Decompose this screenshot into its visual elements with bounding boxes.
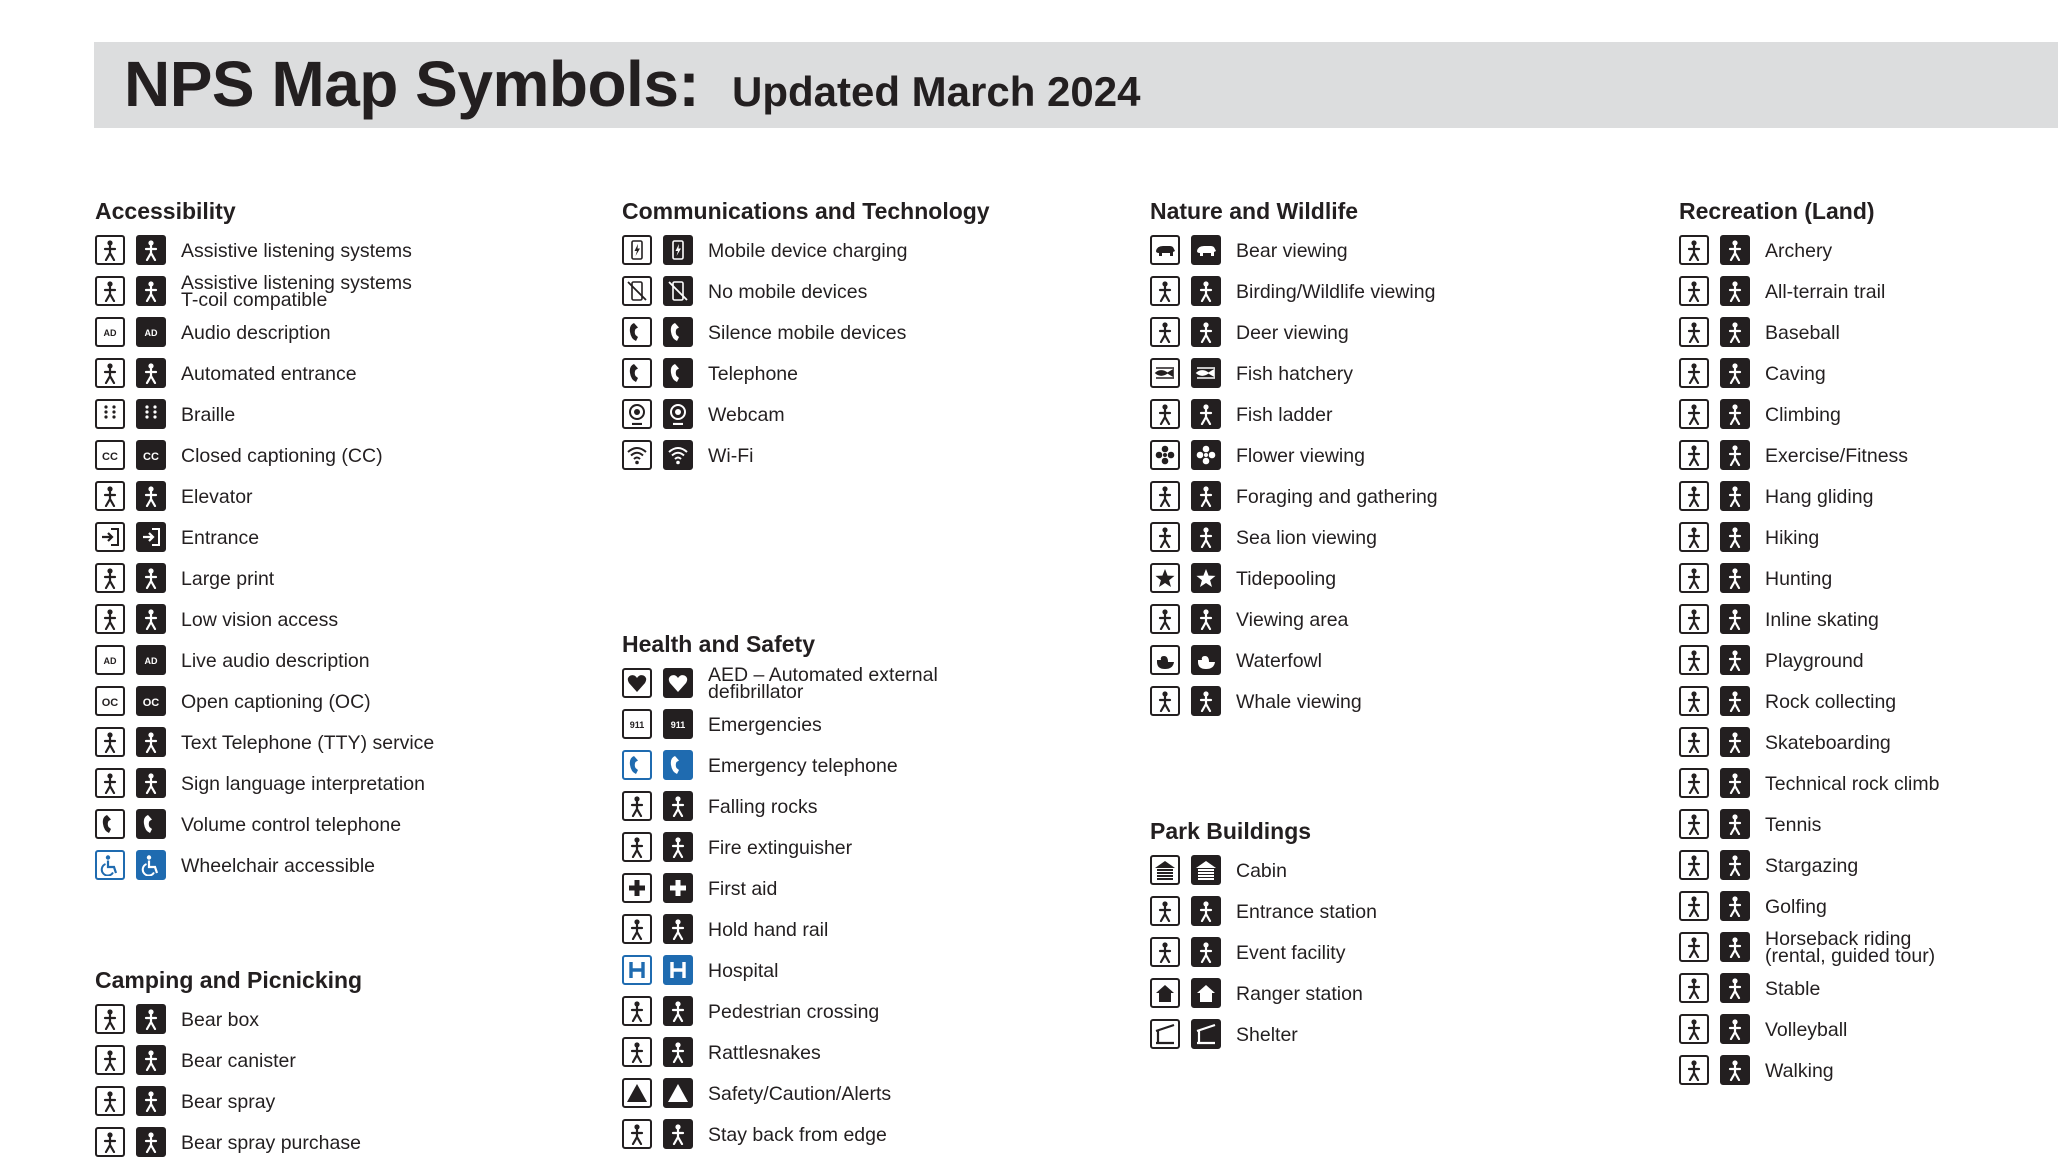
symbol-label: Webcam: [708, 404, 785, 426]
person-icon: [1679, 1014, 1709, 1044]
no-phone-icon: [622, 276, 652, 306]
symbol-label: Fire extinguisher: [708, 837, 853, 859]
station-icon: [1150, 896, 1180, 926]
door-icon: [95, 358, 125, 388]
elevator-icon: [95, 481, 125, 511]
symbol-label: Skateboarding: [1765, 732, 1891, 754]
symbol-label: Stay back from edge: [708, 1124, 887, 1146]
fish-icon: [1150, 358, 1180, 388]
symbol-label: Hold hand rail: [708, 919, 829, 941]
symbol-label: Rock collecting: [1765, 691, 1897, 713]
spray-icon: [95, 1127, 125, 1157]
person-icon: [663, 1119, 693, 1149]
sealion-icon: [1150, 522, 1180, 552]
svg-text:OC: OC: [101, 697, 119, 709]
symbol-label: Fish hatchery: [1236, 363, 1354, 385]
section-title: Nature and Wildlife: [1150, 198, 1359, 224]
large-print-icon: [95, 563, 125, 593]
page-title: NPS Map Symbols:: [124, 48, 700, 120]
page-subtitle: Updated March 2024: [732, 68, 1141, 115]
symbol-label: Pedestrian crossing: [708, 1001, 880, 1023]
person-icon: [1720, 727, 1750, 757]
person-icon: [1679, 768, 1709, 798]
911-icon: [622, 709, 652, 739]
hiker-icon: [1720, 522, 1750, 552]
bear-icon: [1150, 235, 1180, 265]
symbol-label: Ranger station: [1236, 983, 1363, 1005]
symbol-label: Viewing area: [1236, 609, 1349, 631]
duck-icon: [1191, 645, 1221, 675]
symbol-label: Tidepooling: [1236, 568, 1337, 590]
star-icon: [1150, 563, 1180, 593]
cc-icon: [95, 440, 125, 470]
phone-icon: [622, 358, 652, 388]
warning-icon: [663, 1078, 693, 1108]
ear-icon: [95, 235, 125, 265]
symbol-label: Exercise/Fitness: [1765, 445, 1909, 467]
cross-icon: [663, 873, 693, 903]
symbol-label: Foraging and gathering: [1236, 486, 1438, 508]
symbol-label: Open captioning (OC): [181, 691, 371, 713]
ad-icon: [136, 317, 166, 347]
entrance-icon: [136, 522, 166, 552]
symbol-label: Waterfowl: [1236, 650, 1322, 672]
station-icon: [1191, 896, 1221, 926]
symbol-label: Falling rocks: [708, 796, 818, 818]
svg-text:AD: AD: [144, 656, 158, 666]
mic-icon: [1150, 937, 1180, 967]
symbol-label: Cabin: [1236, 860, 1287, 882]
person-icon: [1679, 358, 1709, 388]
symbol-label: Sea lion viewing: [1236, 527, 1377, 549]
heart-icon: [622, 668, 652, 698]
walker-icon: [663, 996, 693, 1026]
camera-icon: [622, 399, 652, 429]
phone-icon: [663, 317, 693, 347]
person-icon: [1679, 604, 1709, 634]
symbol-label: Hunting: [1765, 568, 1833, 590]
walker-icon: [622, 996, 652, 1026]
phone-icon: [663, 750, 693, 780]
symbol-label: Bear viewing: [1236, 240, 1348, 262]
person-icon: [1720, 399, 1750, 429]
elevator-icon: [136, 481, 166, 511]
walker-icon: [1679, 1055, 1709, 1085]
symbol-label: Safety/Caution/Alerts: [708, 1083, 892, 1105]
oc-icon: [136, 686, 166, 716]
symbol-label: Telephone: [708, 363, 798, 385]
person-icon: [1679, 809, 1709, 839]
whale-icon: [1191, 686, 1221, 716]
symbol-label: Playground: [1765, 650, 1864, 672]
binoculars-icon: [1150, 276, 1180, 306]
camera-icon: [663, 399, 693, 429]
telescope-icon: [1720, 850, 1750, 880]
person-icon: [1679, 686, 1709, 716]
cane-icon: [136, 604, 166, 634]
atv-icon: [1679, 276, 1709, 306]
section-title: Accessibility: [95, 198, 236, 224]
symbol-label: Inline skating: [1765, 609, 1879, 631]
person-icon: [622, 914, 652, 944]
symbol-label: Low vision access: [181, 609, 339, 631]
symbol-label: [1765, 928, 2058, 967]
box-icon: [136, 1004, 166, 1034]
symbol-label: Flower viewing: [1236, 445, 1365, 467]
ad-icon: [136, 645, 166, 675]
h-icon: [663, 955, 693, 985]
archer-icon: [1720, 235, 1750, 265]
tty-icon: [136, 727, 166, 757]
phone-icon: [136, 809, 166, 839]
symbol-label: Volleyball: [1765, 1019, 1848, 1041]
symbol-label: Emergencies: [708, 714, 822, 736]
section-title: Health and Safety: [622, 631, 815, 657]
ladder-icon: [1191, 399, 1221, 429]
person-icon: [1720, 358, 1750, 388]
ear-t-icon: [136, 276, 166, 306]
ladder-icon: [1150, 399, 1180, 429]
symbol-label: Closed captioning (CC): [181, 445, 383, 467]
symbol-label: Stargazing: [1765, 855, 1859, 877]
symbol-label: Whale viewing: [1236, 691, 1362, 713]
duck-icon: [1150, 645, 1180, 675]
symbol-label: Braille: [181, 404, 236, 426]
sealion-icon: [1191, 522, 1221, 552]
person-icon: [1720, 891, 1750, 921]
ad-icon: [95, 645, 125, 675]
symbol-label: Bear spray purchase: [181, 1132, 361, 1154]
snake-icon: [622, 1037, 652, 1067]
whale-icon: [1150, 686, 1180, 716]
911-icon: [663, 709, 693, 739]
symbol-label-line1: Assistive listening systems: [181, 272, 412, 294]
symbol-label: Bear canister: [181, 1050, 296, 1072]
entrance-icon: [95, 522, 125, 552]
viewing-icon: [1191, 604, 1221, 634]
symbol-label: Text Telephone (TTY) service: [181, 732, 435, 754]
hands-icon: [136, 768, 166, 798]
svg-text:AD: AD: [103, 328, 117, 338]
person-icon: [1720, 768, 1750, 798]
symbol-label: Bear box: [181, 1009, 260, 1031]
svg-text:CC: CC: [143, 451, 159, 463]
symbol-label: Large print: [181, 568, 275, 590]
symbol-label: [708, 664, 1008, 703]
symbol-label: [181, 272, 481, 311]
symbol-label: First aid: [708, 878, 778, 900]
hiker-icon: [1679, 522, 1709, 552]
h-icon: [622, 955, 652, 985]
symbol-label: Caving: [1765, 363, 1826, 385]
person-icon: [1679, 317, 1709, 347]
section-title: Communications and Technology: [622, 198, 990, 224]
person-icon: [622, 1119, 652, 1149]
svg-text:AD: AD: [144, 328, 158, 338]
cabin-icon: [1150, 855, 1180, 885]
symbol-label: No mobile devices: [708, 281, 868, 303]
symbol-label: Elevator: [181, 486, 253, 508]
spray-icon: [136, 1127, 166, 1157]
person-icon: [1720, 1014, 1750, 1044]
symbol-label: Bear spray: [181, 1091, 276, 1113]
horse-icon: [1720, 932, 1750, 962]
large-print-icon: [136, 563, 166, 593]
section-title: Park Buildings: [1150, 818, 1312, 844]
mic-icon: [1191, 937, 1221, 967]
tty-icon: [95, 727, 125, 757]
person-icon: [1720, 645, 1750, 675]
phone-icon: [95, 809, 125, 839]
symbol-label: Hang gliding: [1765, 486, 1874, 508]
dots-icon: [136, 399, 166, 429]
person-icon: [1720, 440, 1750, 470]
rocks-icon: [663, 791, 693, 821]
cross-icon: [622, 873, 652, 903]
symbol-label: Deer viewing: [1236, 322, 1349, 344]
cabin-icon: [1191, 855, 1221, 885]
canister-icon: [136, 1045, 166, 1075]
binoculars-icon: [1191, 276, 1221, 306]
symbol-label: Shelter: [1236, 1024, 1298, 1046]
person-icon: [1679, 399, 1709, 429]
person-icon: [663, 914, 693, 944]
telescope-icon: [1679, 850, 1709, 880]
walker-icon: [1720, 1055, 1750, 1085]
symbol-label: Audio description: [181, 322, 331, 344]
spray-icon: [95, 1086, 125, 1116]
ear-icon: [136, 235, 166, 265]
symbol-label: Volume control telephone: [181, 814, 402, 836]
svg-text:911: 911: [670, 720, 686, 730]
symbol-label: Fish ladder: [1236, 404, 1333, 426]
fish-icon: [1191, 358, 1221, 388]
horse-icon: [1679, 932, 1709, 962]
ear-t-icon: [95, 276, 125, 306]
symbol-label: Climbing: [1765, 404, 1841, 426]
dots-icon: [95, 399, 125, 429]
ad-icon: [95, 317, 125, 347]
horse-icon: [1720, 973, 1750, 1003]
wifi-icon: [622, 440, 652, 470]
hand-icon: [1150, 481, 1180, 511]
horse-icon: [1679, 973, 1709, 1003]
spray-icon: [136, 1086, 166, 1116]
atv-icon: [1720, 276, 1750, 306]
person-icon: [1679, 563, 1709, 593]
symbol-label: Baseball: [1765, 322, 1840, 344]
warning-icon: [622, 1078, 652, 1108]
symbol-label: Emergency telephone: [708, 755, 898, 777]
symbol-label: Entrance: [181, 527, 260, 549]
symbol-label: All-terrain trail: [1765, 281, 1886, 303]
symbol-label: Entrance station: [1236, 901, 1377, 923]
symbol-label: Automated entrance: [181, 363, 357, 385]
symbol-label: Tennis: [1765, 814, 1822, 836]
person-icon: [1679, 727, 1709, 757]
hand-icon: [1191, 481, 1221, 511]
heart-icon: [663, 668, 693, 698]
shelter-icon: [1150, 1019, 1180, 1049]
symbol-label: Hospital: [708, 960, 779, 982]
phone-icon: [622, 750, 652, 780]
glider-icon: [1679, 481, 1709, 511]
extinguisher-icon: [622, 832, 652, 862]
symbol-label-line2: (rental, guided tour): [1765, 945, 1936, 967]
wheelchair-icon: [136, 850, 166, 880]
archer-icon: [1679, 235, 1709, 265]
symbol-label: Live audio description: [181, 650, 370, 672]
flower-icon: [1150, 440, 1180, 470]
oc-icon: [95, 686, 125, 716]
glider-icon: [1720, 481, 1750, 511]
symbol-label: Mobile device charging: [708, 240, 908, 262]
section-title: Camping and Picnicking: [95, 967, 363, 993]
canister-icon: [95, 1045, 125, 1075]
house-icon: [1191, 978, 1221, 1008]
symbol-label-line2: defibrillator: [708, 681, 804, 703]
shelter-icon: [1191, 1019, 1221, 1049]
symbol-label: Birding/Wildlife viewing: [1236, 281, 1436, 303]
cc-icon: [136, 440, 166, 470]
door-icon: [136, 358, 166, 388]
symbol-label: Golfing: [1765, 896, 1827, 918]
symbol-label-line2: T-coil compatible: [181, 289, 328, 311]
person-icon: [1720, 317, 1750, 347]
extinguisher-icon: [663, 832, 693, 862]
viewing-icon: [1150, 604, 1180, 634]
svg-text:911: 911: [629, 720, 645, 730]
cane-icon: [95, 604, 125, 634]
bolt-icon: [663, 235, 693, 265]
phone-icon: [663, 358, 693, 388]
svg-text:AD: AD: [103, 656, 117, 666]
person-icon: [1720, 563, 1750, 593]
deer-icon: [1191, 317, 1221, 347]
person-icon: [1679, 891, 1709, 921]
deer-icon: [1150, 317, 1180, 347]
symbol-label-line1: AED – Automated external: [708, 664, 938, 686]
symbol-label: Rattlesnakes: [708, 1042, 821, 1064]
symbol-label-line1: Horseback riding: [1765, 928, 1912, 950]
box-icon: [95, 1004, 125, 1034]
symbol-label: Assistive listening systems: [181, 240, 412, 262]
person-icon: [1679, 440, 1709, 470]
person-icon: [1720, 686, 1750, 716]
snake-icon: [663, 1037, 693, 1067]
section-title: Recreation (Land): [1679, 198, 1875, 224]
person-icon: [1720, 809, 1750, 839]
no-phone-icon: [663, 276, 693, 306]
phone-icon: [622, 317, 652, 347]
hands-icon: [95, 768, 125, 798]
rocks-icon: [622, 791, 652, 821]
symbol-label: Wi-Fi: [708, 445, 754, 467]
symbol-label: Sign language interpretation: [181, 773, 425, 795]
house-icon: [1150, 978, 1180, 1008]
wheelchair-icon: [95, 850, 125, 880]
symbol-label: Hiking: [1765, 527, 1820, 549]
star-icon: [1191, 563, 1221, 593]
bolt-icon: [622, 235, 652, 265]
svg-text:CC: CC: [102, 451, 118, 463]
person-icon: [1679, 645, 1709, 675]
symbol-label: Stable: [1765, 978, 1821, 1000]
symbol-label: Walking: [1765, 1060, 1834, 1082]
symbol-label: Silence mobile devices: [708, 322, 907, 344]
symbol-label: Technical rock climb: [1765, 773, 1940, 795]
wifi-icon: [663, 440, 693, 470]
svg-text:OC: OC: [142, 697, 160, 709]
symbol-label: Wheelchair accessible: [181, 855, 376, 877]
symbol-label: Archery: [1765, 240, 1833, 262]
bear-icon: [1191, 235, 1221, 265]
person-icon: [1720, 604, 1750, 634]
symbol-label: Event facility: [1236, 942, 1346, 964]
flower-icon: [1191, 440, 1221, 470]
